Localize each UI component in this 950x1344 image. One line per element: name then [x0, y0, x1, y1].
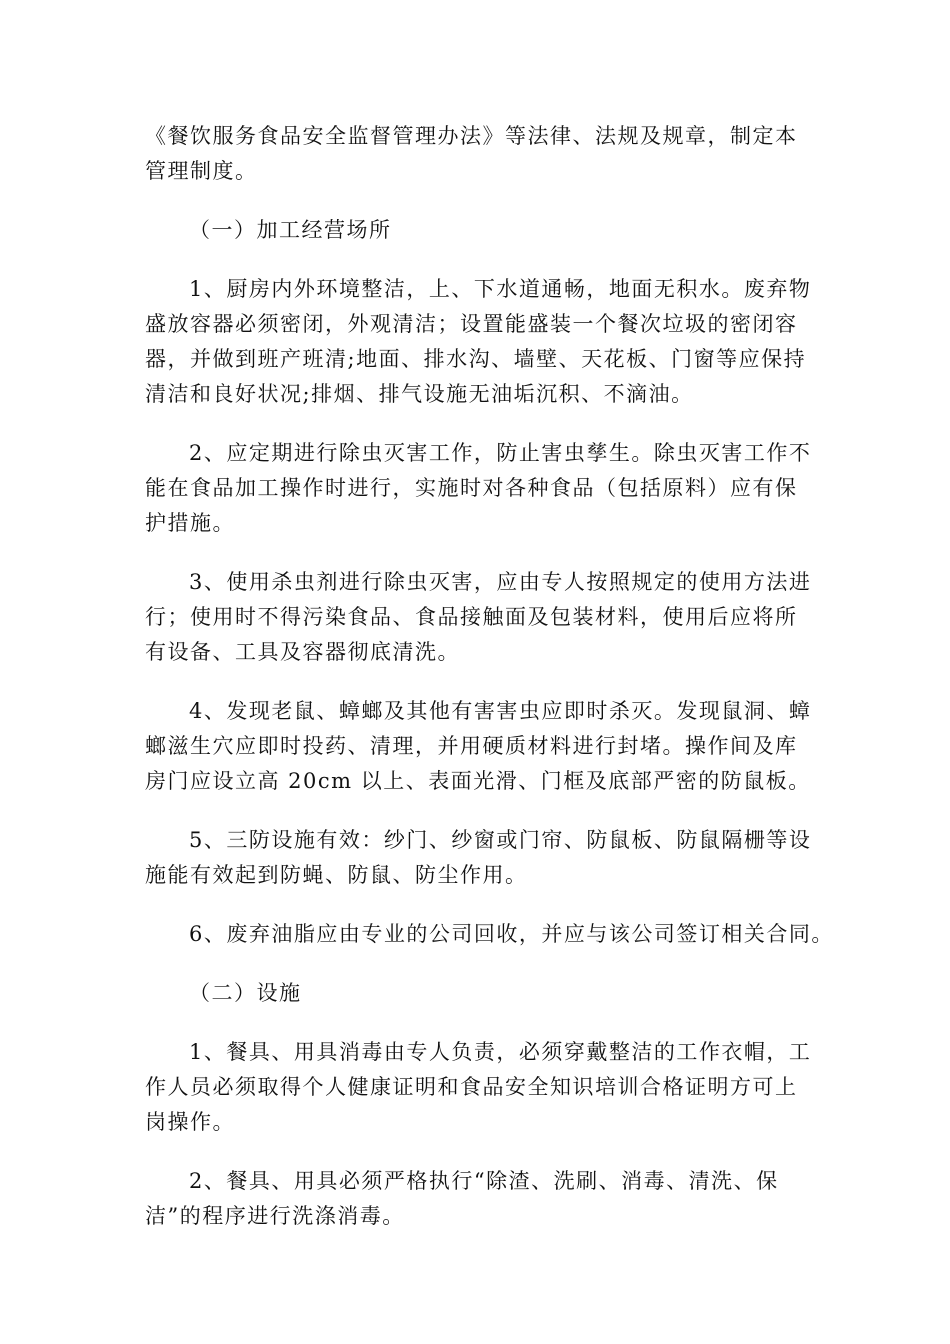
- list-item: [145, 694, 815, 799]
- list-item: [145, 436, 815, 541]
- text-line: 《餐饮服务食品安全监督管理办法》等法律、法规及规章，制定本: [145, 124, 798, 148]
- text-line: 作人员必须取得个人健康证明和食品安全知识培训合格证明方可上: [145, 1075, 798, 1099]
- list-item: [145, 917, 834, 952]
- text-line: 有设备、工具及容器彻底清洗。: [145, 640, 460, 664]
- section-heading-facilities: （二）设施: [189, 981, 302, 1005]
- document-body: [145, 119, 834, 1258]
- text-line: 护措施。: [145, 511, 235, 535]
- text-line: 6、废弃油脂应由专业的公司回收，并应与该公司签订相关合同。: [189, 922, 834, 946]
- text-line: 清洁和良好状况;排烟、排气设施无油垢沉积、不滴油。: [145, 382, 694, 406]
- text-line: 能在食品加工操作时进行，实施时对各种食品（包括原料）应有保: [145, 476, 798, 500]
- text-line: 2、餐具、用具必须严格执行“除渣、洗刷、消毒、清洗、保: [189, 1169, 779, 1193]
- text-line: 管理制度。: [145, 159, 258, 183]
- intro-paragraph: [145, 119, 815, 189]
- text-line: 4、发现老鼠、蟑螂及其他有害害虫应即时杀灭。发现鼠洞、蟑: [189, 699, 812, 723]
- list-item: [145, 1164, 815, 1234]
- text-line: 1、厨房内外环境整洁，上、下水道通畅，地面无积水。废弃物: [189, 277, 812, 301]
- text-line: 岗操作。: [145, 1110, 235, 1134]
- list-item: [145, 1035, 815, 1140]
- list-item: [145, 272, 815, 412]
- text-line: 房门应设立高 20cm 以上、表面光滑、门框及底部严密的防鼠板。: [145, 769, 811, 793]
- text-line: 器，并做到班产班清;地面、排水沟、墙壁、天花板、门窗等应保持: [145, 347, 807, 371]
- text-line: 施能有效起到防蝇、防鼠、防尘作用。: [145, 863, 528, 887]
- text-line: 3、使用杀虫剂进行除虫灭害，应由专人按照规定的使用方法进: [189, 570, 812, 594]
- text-line: 2、应定期进行除虫灭害工作，防止害虫孳生。除虫灭害工作不: [189, 441, 812, 465]
- section-heading-processing-site: （一）加工经营场所: [189, 218, 392, 242]
- text-line: 洁”的程序进行洗涤消毒。: [145, 1204, 405, 1228]
- text-line: 行；使用时不得污染食品、食品接触面及包装材料，使用后应将所: [145, 605, 798, 629]
- text-line: 螂滋生穴应即时投药、清理，并用硬质材料进行封堵。操作间及库: [145, 734, 798, 758]
- text-line: 1、餐具、用具消毒由专人负责，必须穿戴整洁的工作衣帽，工: [189, 1040, 812, 1064]
- list-item: [145, 823, 815, 893]
- text-line: 盛放容器必须密闭，外观清洁；设置能盛装一个餐次垃圾的密闭容: [145, 312, 798, 336]
- text-line: 5、三防设施有效：纱门、纱窗或门帘、防鼠板、防鼠隔栅等设: [189, 828, 812, 852]
- list-item: [145, 565, 815, 670]
